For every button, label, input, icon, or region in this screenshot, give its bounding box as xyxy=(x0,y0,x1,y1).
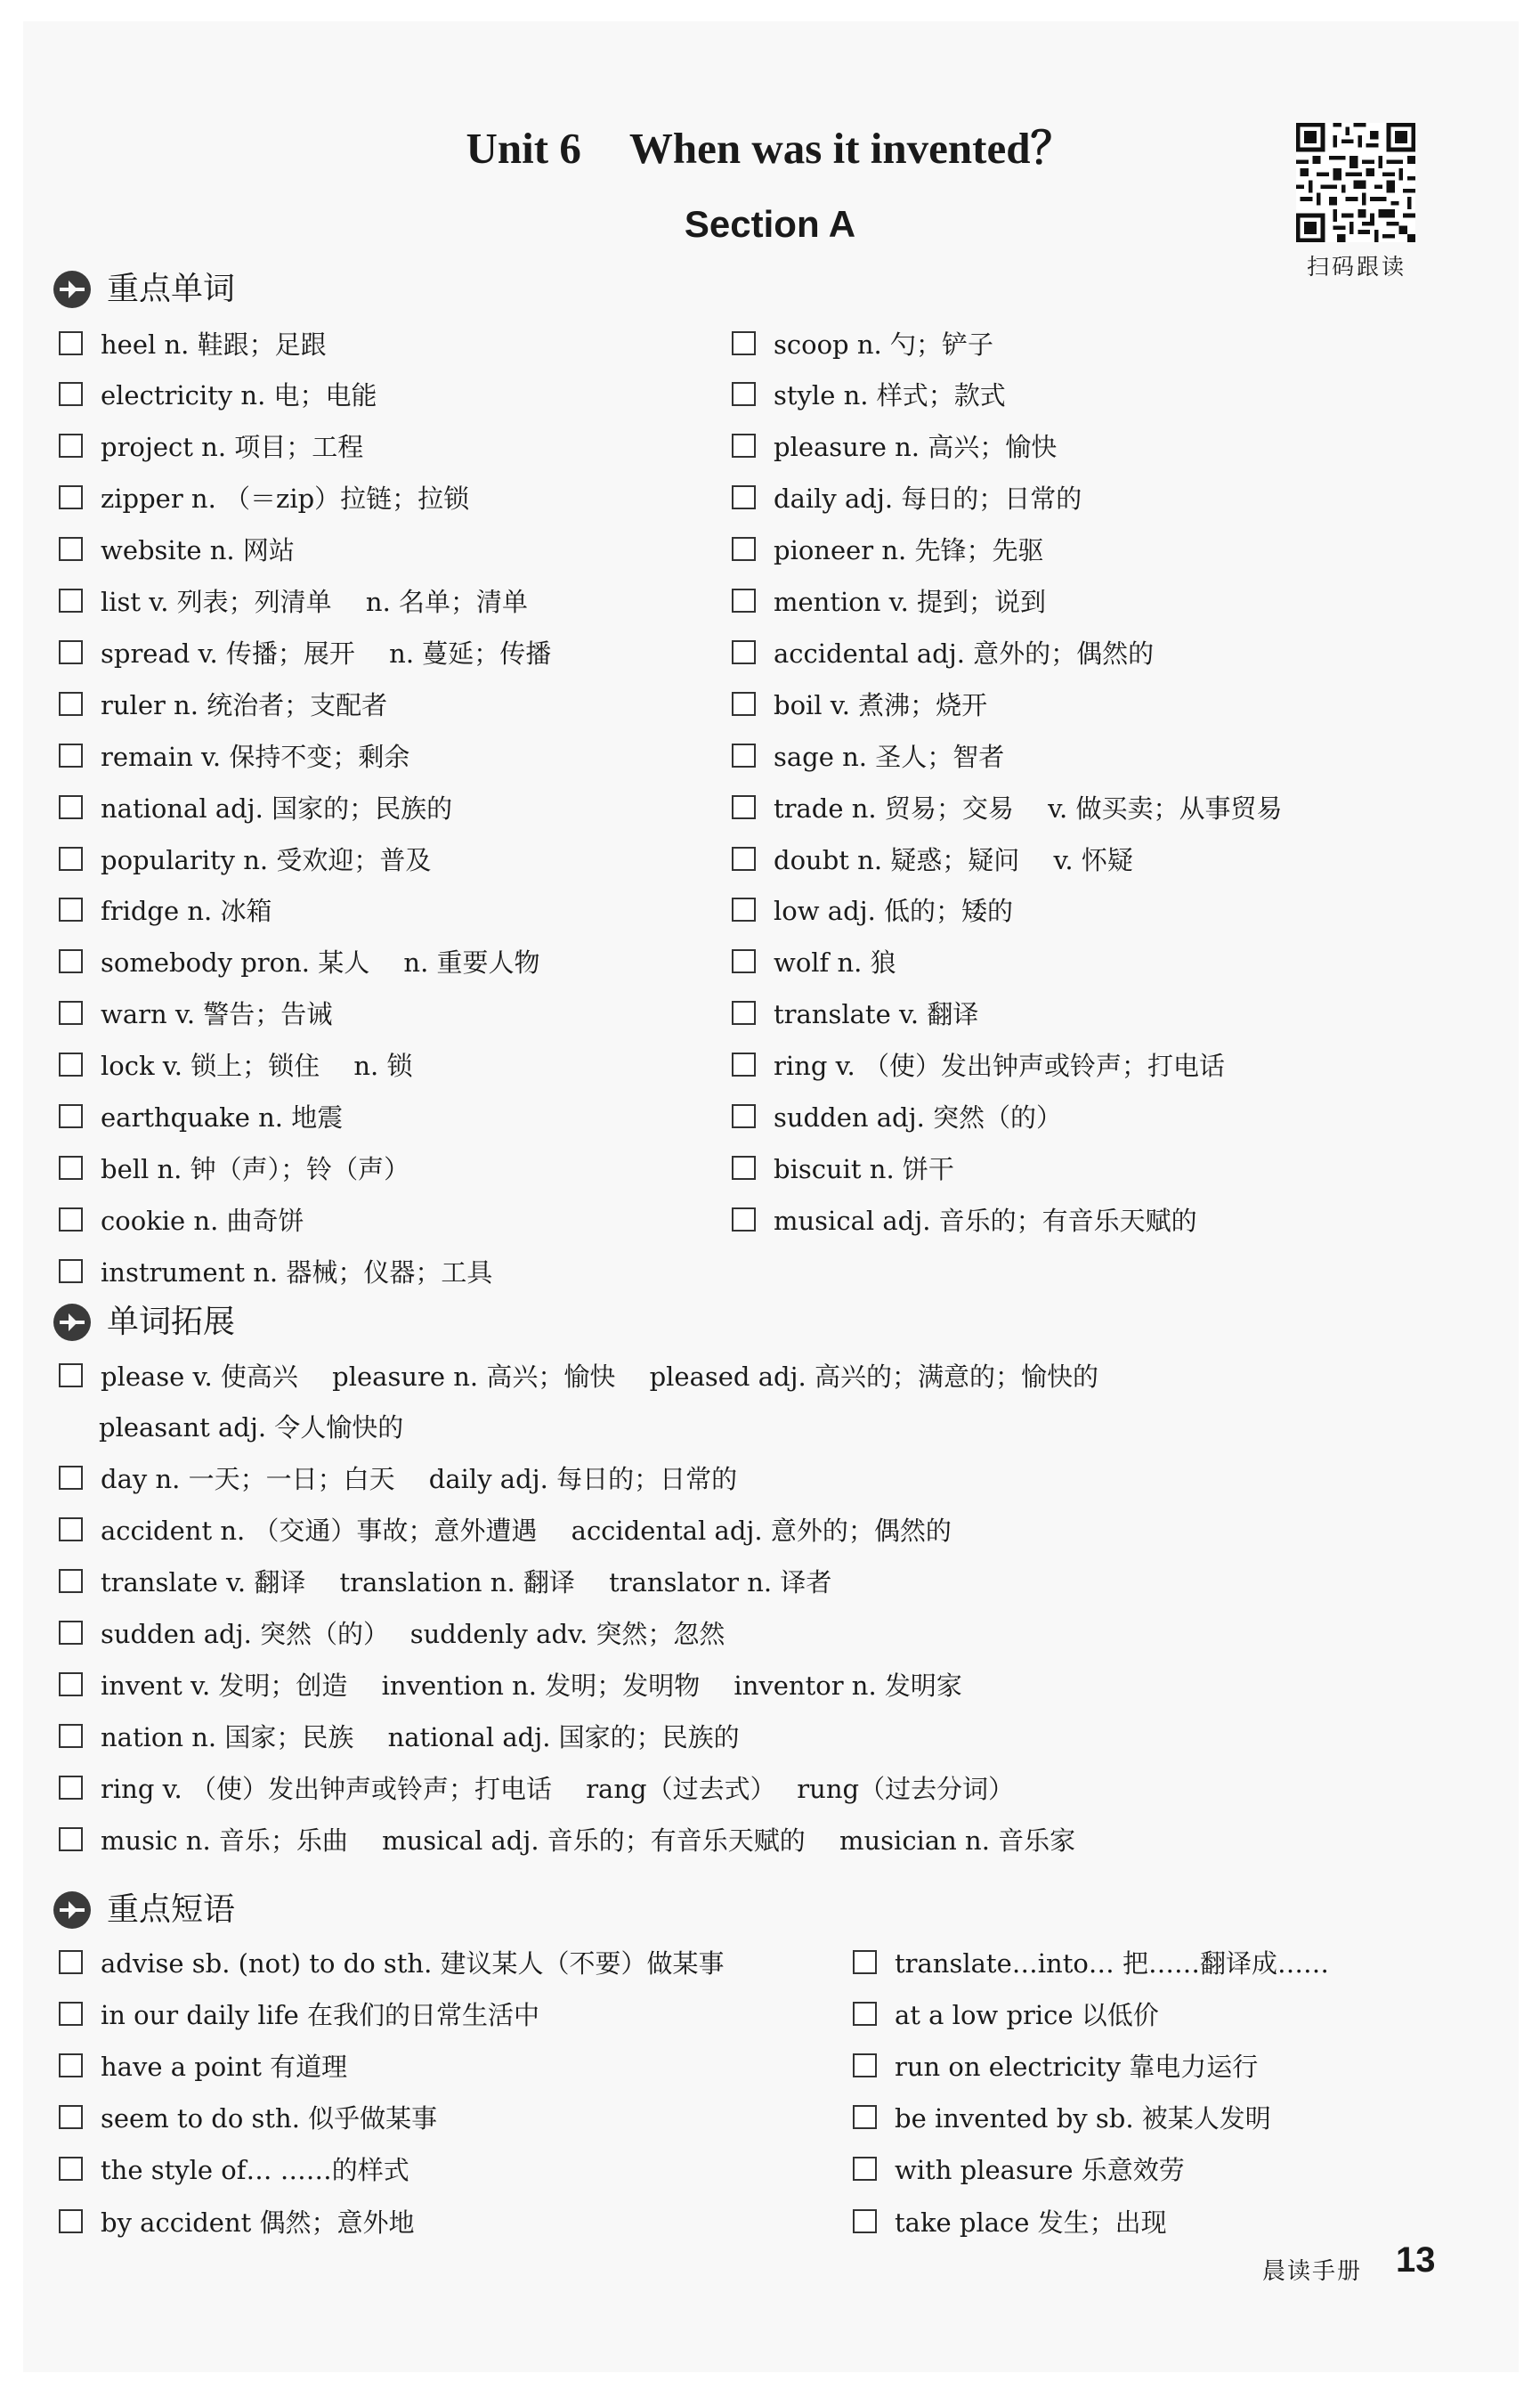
item-text: style n. 样式；款式 xyxy=(774,380,1006,411)
checklist-item xyxy=(59,1710,740,1761)
checkbox[interactable] xyxy=(59,1156,83,1180)
qr-code-icon[interactable] xyxy=(1296,123,1415,242)
unit-question: When was it invented？ xyxy=(628,124,1074,173)
item-text: lock v. 锁上；锁住 n. 锁 xyxy=(101,1051,413,1082)
checklist-item xyxy=(732,729,1004,781)
phrases-title: 重点短语 xyxy=(107,1891,236,1928)
checkbox[interactable] xyxy=(732,692,756,716)
checklist-item xyxy=(732,678,987,729)
checkbox[interactable] xyxy=(59,1001,83,1025)
item-text: bell n. 钟（声）；铃（声） xyxy=(101,1153,410,1184)
checkbox[interactable] xyxy=(732,485,756,509)
section-bullet-icon xyxy=(53,1891,91,1929)
item-text: by accident 偶然；意外地 xyxy=(101,2207,415,2238)
checklist-item xyxy=(59,1761,1014,1813)
item-text: electricity n. 电；电能 xyxy=(101,380,377,411)
item-text: sudden adj. 突然（的） suddenly adv. 突然；忽然 xyxy=(101,1619,725,1649)
item-text: warn v. 警告；告诫 xyxy=(101,999,333,1030)
checklist-item xyxy=(853,2092,1271,2143)
checkbox[interactable] xyxy=(732,1053,756,1077)
checklist-item xyxy=(59,2143,409,2195)
checkbox[interactable] xyxy=(853,2105,877,2129)
checkbox[interactable] xyxy=(732,847,756,871)
checklist-item xyxy=(732,626,1154,678)
checklist-item xyxy=(59,1193,304,1245)
checklist-item xyxy=(59,1607,725,1659)
checklist-item xyxy=(59,833,431,884)
checkbox[interactable] xyxy=(853,1950,877,1974)
checklist-item xyxy=(59,472,469,524)
checklist-item xyxy=(732,988,978,1039)
footer-label: 晨读手册 xyxy=(1262,2258,1363,2285)
item-continuation: pleasant adj. 令人愉快的 xyxy=(99,1412,404,1443)
item-text: music n. 音乐；乐曲 musical adj. 音乐的；有音乐天赋的 musician n. 音乐家 xyxy=(101,1825,1076,1856)
expansion-title: 单词拓展 xyxy=(107,1304,236,1340)
checkbox[interactable] xyxy=(59,1672,83,1696)
checkbox[interactable] xyxy=(59,1363,83,1387)
section-bullet-icon xyxy=(53,1304,91,1341)
checklist-item xyxy=(732,833,1133,884)
item-text: ring v. （使）发出钟声或铃声；打电话 rang（过去式） rung（过去分词） xyxy=(101,1773,1015,1804)
checklist-item xyxy=(59,781,452,833)
checkbox[interactable] xyxy=(59,1569,83,1593)
item-text: somebody pron. 某人 n. 重要人物 xyxy=(101,947,540,979)
checkbox[interactable] xyxy=(59,1776,83,1800)
checkbox[interactable] xyxy=(59,795,83,819)
checklist-item xyxy=(59,2195,415,2247)
checkbox[interactable] xyxy=(59,1950,83,1974)
item-text: ring v. （使）发出钟声或铃声；打电话 xyxy=(774,1051,1225,1082)
checklist-item xyxy=(59,1452,737,1504)
item-text: fridge n. 冰箱 xyxy=(101,896,272,927)
item-text: accidental adj. 意外的；偶然的 xyxy=(774,638,1155,669)
checklist-item xyxy=(732,1039,1225,1091)
checkbox[interactable] xyxy=(732,434,756,458)
checklist-item xyxy=(853,1936,1329,1988)
checklist-item xyxy=(59,1658,962,1710)
item-text: advise sb. (not) to do sth. 建议某人（不要）做某事 xyxy=(101,1947,725,1979)
item-text: biscuit n. 饼干 xyxy=(774,1153,954,1184)
item-text: spread v. 传播；展开 n. 蔓延；传播 xyxy=(101,638,552,669)
checkbox[interactable] xyxy=(59,1827,83,1851)
checkbox[interactable] xyxy=(59,1259,83,1283)
item-text: be invented by sb. 被某人发明 xyxy=(895,2103,1271,2134)
checklist-item xyxy=(732,884,1013,936)
item-text: zipper n. （＝zip）拉链；拉锁 xyxy=(101,484,470,515)
item-text: project n. 项目；工程 xyxy=(101,432,364,463)
checklist-item xyxy=(732,524,1044,575)
checkbox[interactable] xyxy=(732,795,756,819)
checkbox[interactable] xyxy=(732,744,756,768)
item-text: sudden adj. 突然（的） xyxy=(774,1102,1063,1133)
checklist-item xyxy=(732,936,896,988)
checklist-item xyxy=(59,420,363,472)
expansion-header xyxy=(53,1300,235,1345)
checkbox[interactable] xyxy=(59,331,83,355)
checkbox[interactable] xyxy=(59,898,83,922)
item-text: heel n. 鞋跟；足跟 xyxy=(101,329,327,360)
checkbox[interactable] xyxy=(732,589,756,613)
checklist-item xyxy=(732,317,993,369)
item-text: website n. 网站 xyxy=(101,535,295,566)
checklist-item xyxy=(732,1091,1062,1142)
checklist-item xyxy=(59,2039,347,2091)
checkbox[interactable] xyxy=(853,2157,877,2181)
item-text: run on electricity 靠电力运行 xyxy=(895,2051,1259,2082)
checklist-item xyxy=(732,1193,1197,1245)
checkbox[interactable] xyxy=(732,1104,756,1128)
checklist-item xyxy=(853,2039,1258,2091)
checkbox[interactable] xyxy=(59,2105,83,2129)
item-text: in our daily life 在我们的日常生活中 xyxy=(101,1999,540,2030)
checkbox[interactable] xyxy=(59,589,83,613)
checkbox[interactable] xyxy=(59,640,83,664)
item-text: musical adj. 音乐的；有音乐天赋的 xyxy=(774,1205,1197,1236)
checkbox[interactable] xyxy=(59,744,83,768)
checklist-item xyxy=(59,1556,831,1607)
checkbox[interactable] xyxy=(853,2053,877,2077)
checkbox[interactable] xyxy=(59,1724,83,1748)
checkbox[interactable] xyxy=(59,434,83,458)
item-text: cookie n. 曲奇饼 xyxy=(101,1205,304,1236)
checkbox[interactable] xyxy=(59,1207,83,1232)
item-text: at a low price 以低价 xyxy=(895,1999,1159,2030)
item-text: invent v. 发明；创造 invention n. 发明；发明物 inventor n. 发明家 xyxy=(101,1670,962,1701)
item-text: pleasure n. 高兴；愉快 xyxy=(774,432,1058,463)
item-text: daily adj. 每日的；日常的 xyxy=(774,484,1082,515)
checkbox[interactable] xyxy=(732,382,756,406)
qr-caption: 扫码跟读 xyxy=(1306,254,1406,280)
checkbox[interactable] xyxy=(853,2209,877,2233)
checklist-item xyxy=(59,2092,437,2143)
checklist-item xyxy=(59,1349,1098,1401)
item-text: national adj. 国家的；民族的 xyxy=(101,793,453,824)
checkbox[interactable] xyxy=(732,949,756,973)
item-text: wolf n. 狼 xyxy=(774,947,896,979)
item-text: translate…into… 把……翻译成…… xyxy=(895,1947,1330,1979)
checklist-item xyxy=(59,575,528,627)
checklist-item xyxy=(732,575,1046,627)
item-text: boil v. 煮沸；烧开 xyxy=(774,689,988,720)
checklist-item xyxy=(59,936,540,988)
item-text: please v. 使高兴 pleasure n. 高兴；愉快 pleased adj. 高兴的；满意的；愉快的 xyxy=(101,1361,1098,1392)
item-text: earthquake n. 地震 xyxy=(101,1102,344,1133)
checklist-item xyxy=(59,729,409,781)
checklist-item xyxy=(732,781,1282,833)
checklist-item xyxy=(59,1936,725,1988)
item-text: day n. 一天；一日；白天 daily adj. 每日的；日常的 xyxy=(101,1464,738,1495)
item-text: seem to do sth. 似乎做某事 xyxy=(101,2103,438,2134)
checklist-item xyxy=(59,1039,412,1091)
item-text: instrument n. 器械；仪器；工具 xyxy=(101,1256,493,1288)
item-text: mention v. 提到；说到 xyxy=(774,587,1047,617)
checkbox[interactable] xyxy=(59,949,83,973)
item-text: remain v. 保持不变；剩余 xyxy=(101,741,410,772)
checklist-item xyxy=(59,524,295,575)
checkbox[interactable] xyxy=(853,2002,877,2026)
checklist-item xyxy=(59,884,272,936)
checkbox[interactable] xyxy=(59,1053,83,1077)
checkbox[interactable] xyxy=(59,692,83,716)
checkbox[interactable] xyxy=(59,2053,83,2077)
checkbox[interactable] xyxy=(59,2002,83,2026)
section-title: Section A xyxy=(684,203,856,245)
page-number: 13 xyxy=(1396,2240,1436,2280)
unit-label: Unit 6 xyxy=(466,124,581,173)
checkbox[interactable] xyxy=(59,2157,83,2181)
item-text: have a point 有道理 xyxy=(101,2051,348,2082)
phrases-header xyxy=(53,1888,235,1932)
checklist-item xyxy=(59,317,327,369)
checkbox[interactable] xyxy=(59,1104,83,1128)
checklist-item xyxy=(59,626,551,678)
section-bullet-icon xyxy=(53,271,91,308)
checkbox[interactable] xyxy=(59,1517,83,1541)
checkbox[interactable] xyxy=(59,537,83,561)
key-words-title: 重点单词 xyxy=(107,271,236,307)
checklist-item xyxy=(732,472,1082,524)
item-text: the style of… ……的样式 xyxy=(101,2155,409,2186)
checkbox[interactable] xyxy=(732,1156,756,1180)
checklist-item xyxy=(59,1245,492,1297)
checkbox[interactable] xyxy=(732,1207,756,1232)
checklist-item xyxy=(59,1504,952,1556)
checkbox[interactable] xyxy=(59,1621,83,1645)
item-text: list v. 列表；列清单 n. 名单；清单 xyxy=(101,587,529,617)
checkbox[interactable] xyxy=(732,640,756,664)
item-text: trade n. 贸易；交易 v. 做买卖；从事贸易 xyxy=(774,793,1283,824)
checkbox[interactable] xyxy=(59,485,83,509)
item-text: ruler n. 统治者；支配者 xyxy=(101,689,388,720)
checkbox[interactable] xyxy=(732,1001,756,1025)
item-text: pioneer n. 先锋；先驱 xyxy=(774,535,1044,566)
item-text: sage n. 圣人；智者 xyxy=(774,741,1005,772)
checklist-item xyxy=(732,1142,954,1193)
checklist-item xyxy=(59,1813,1075,1865)
key-words-header xyxy=(53,267,235,312)
checklist-item xyxy=(59,1091,343,1142)
item-text: popularity n. 受欢迎；普及 xyxy=(101,844,432,875)
checkbox[interactable] xyxy=(59,382,83,406)
item-text: low adj. 低的；矮的 xyxy=(774,896,1014,927)
checklist-item xyxy=(732,420,1057,472)
checklist-item xyxy=(59,678,387,729)
checkbox[interactable] xyxy=(59,1466,83,1490)
checkbox[interactable] xyxy=(732,898,756,922)
item-text: doubt n. 疑惑；疑问 v. 怀疑 xyxy=(774,844,1133,875)
checkbox[interactable] xyxy=(732,537,756,561)
checklist-item xyxy=(59,369,377,420)
checklist-item xyxy=(59,1988,539,2039)
item-text: accident n. （交通）事故；意外遭遇 accidental adj. 意外的；偶然的 xyxy=(101,1516,952,1547)
item-text: nation n. 国家；民族 national adj. 国家的；民族的 xyxy=(101,1721,740,1752)
item-text: scoop n. 勺；铲子 xyxy=(774,329,993,360)
item-text: with pleasure 乐意效劳 xyxy=(895,2155,1185,2186)
checklist-item xyxy=(853,1988,1159,2039)
checklist-item xyxy=(853,2143,1185,2195)
checklist-item xyxy=(732,369,1006,420)
checklist-item xyxy=(853,2195,1167,2247)
checkbox[interactable] xyxy=(59,2209,83,2233)
item-text: translate v. 翻译 xyxy=(774,999,979,1030)
checklist-item xyxy=(59,1142,409,1193)
item-text: translate v. 翻译 translation n. 翻译 translator n. 译者 xyxy=(101,1567,832,1598)
checkbox[interactable] xyxy=(59,847,83,871)
checkbox[interactable] xyxy=(732,331,756,355)
item-text: take place 发生；出现 xyxy=(895,2207,1167,2238)
checklist-item xyxy=(59,988,332,1039)
